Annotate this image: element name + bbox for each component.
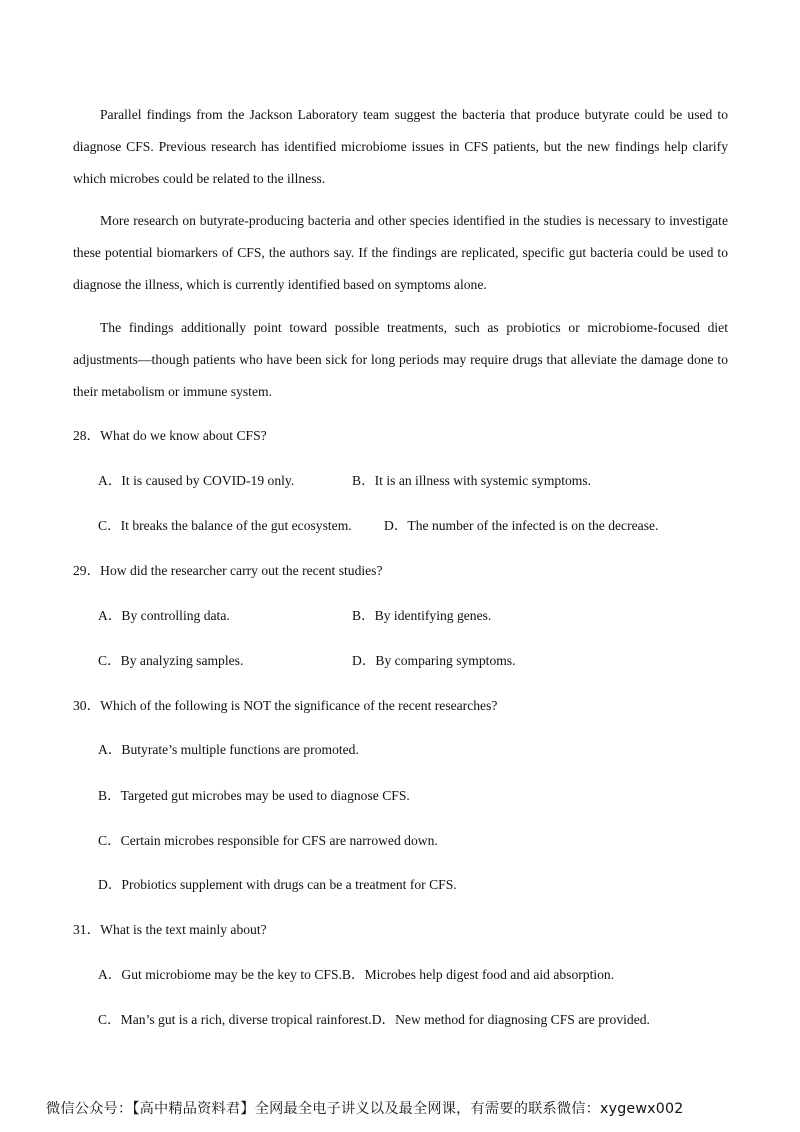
question-31-options-line-1: A．Gut microbiome may be the key to CFS.B．Microbes help digest food and aid absorption. <box>98 967 615 982</box>
passage-paragraph-1: Parallel findings from the Jackson Laboratory team suggest the bacteria that produce butyrate could be used to diagnose CFS. Previous research has identified microbiome issues in CFS patients, but the new findings help clarify which microbes could be related to the illness. <box>73 107 728 186</box>
question-30-option-a: A．Butyrate’s multiple functions are promoted. <box>98 742 359 757</box>
question-28-option-c: C．It breaks the balance of the gut ecosystem. <box>98 518 352 533</box>
question-29-stem: 29．How did the researcher carry out the recent studies? <box>73 563 383 578</box>
question-29-option-b: B．By identifying genes. <box>352 608 492 623</box>
wechat-footer-notice: 微信公众号：【高中精品资料君】全网最全电子讲义以及最全网课，有需要的联系微信：xygewx002 <box>46 1101 684 1117</box>
passage-paragraph-2: More research on butyrate-producing bacteria and other species identified in the studies is necessary to investigate these potential biomarkers of CFS, the authors say. If the findings are replicated, specific gut bacteria could be used to diagnose the illness, which is currently identified based on symptoms alone. <box>73 213 728 292</box>
question-28-option-d: D．The number of the infected is on the decrease. <box>384 518 659 533</box>
question-30-option-d: D．Probiotics supplement with drugs can be a treatment for CFS. <box>98 877 457 892</box>
question-29-option-d: D．By comparing symptoms. <box>352 653 516 668</box>
question-29-option-c: C．By analyzing samples. <box>98 653 244 668</box>
passage-paragraph-3: The findings additionally point toward possible treatments, such as probiotics or microbiome-focused diet adjustments—though patients who have been sick for long periods may require drugs that alleviate the damage done to their metabolism or immune system. <box>73 320 728 399</box>
question-28-stem: 28．What do we know about CFS? <box>73 428 267 443</box>
question-30-option-c: C．Certain microbes responsible for CFS are narrowed down. <box>98 833 438 848</box>
question-30-option-b: B．Targeted gut microbes may be used to diagnose CFS. <box>98 788 410 803</box>
question-30-stem: 30．Which of the following is NOT the significance of the recent researches? <box>73 698 498 713</box>
question-28-option-a: A．It is caused by COVID-19 only. <box>98 473 295 488</box>
question-31-stem: 31．What is the text mainly about? <box>73 922 267 937</box>
question-31-options-line-2: C．Man’s gut is a rich, diverse tropical rainforest.D．New method for diagnosing CFS are provided. <box>98 1012 650 1027</box>
question-28-option-b: B．It is an illness with systemic symptoms. <box>352 473 592 488</box>
question-29-option-a: A．By controlling data. <box>98 608 230 623</box>
